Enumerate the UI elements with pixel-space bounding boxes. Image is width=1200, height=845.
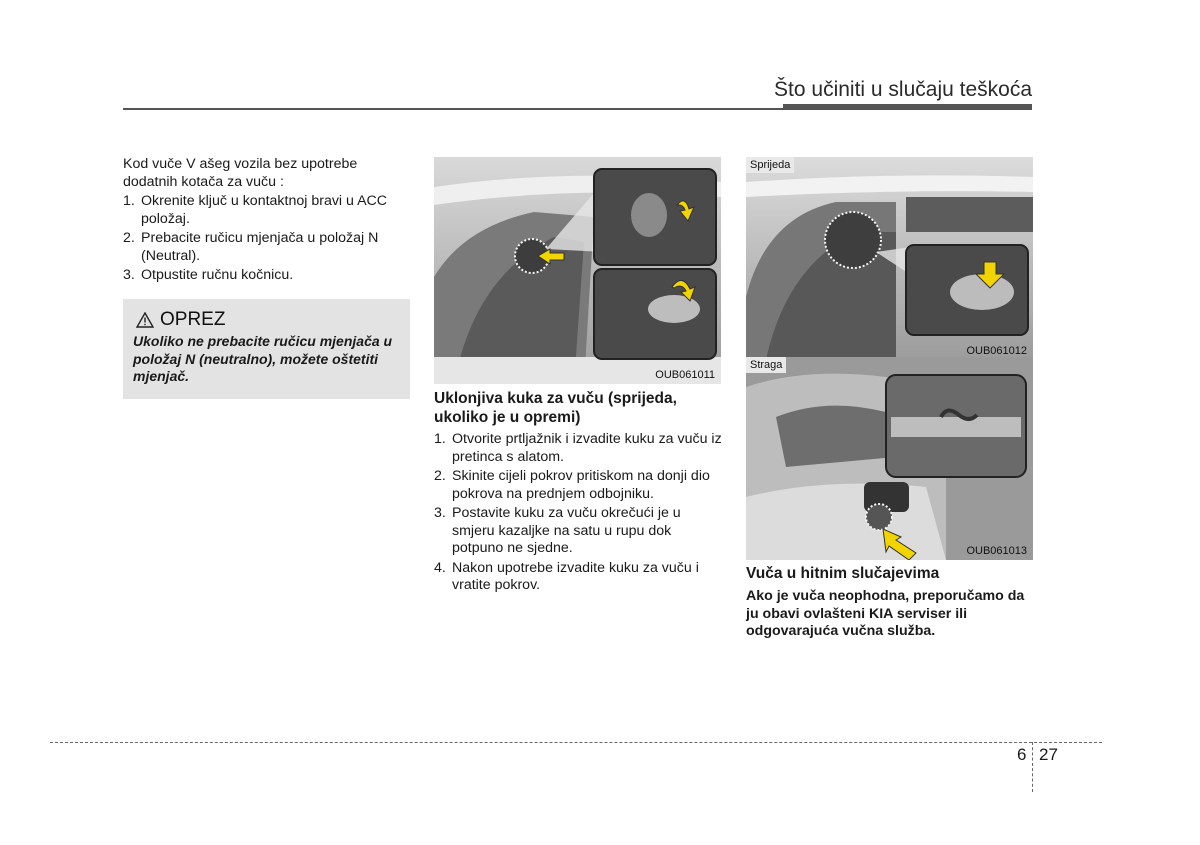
footer-divider xyxy=(1032,742,1033,792)
list-item: 4. Nakon upotrebe izvadite kuku za vuču i vratite pokrov. xyxy=(434,559,699,593)
image-code: OUB061012 xyxy=(966,345,1027,357)
emergency-towing-text: Ako je vuča neophodna, preporučamo da ju obavi ovlašteni KIA serviser ili odgovarajuća vučna služba. xyxy=(746,588,1025,639)
tow-hook-heading: Uklonjiva kuka za vuču (sprijeda, ukoliko je u opremi) xyxy=(434,390,677,426)
image-code: OUB061011 xyxy=(655,369,715,381)
page-number: 27 xyxy=(1039,745,1058,764)
list-item: 1. Otvorite prtljažnik i izvadite kuku za vuču iz pretinca s alatom. xyxy=(434,431,722,465)
list-item: 2. Skinite cijeli pokrov pritiskom na donji dio pokrova na prednjem odbojniku. xyxy=(434,468,710,502)
rear-hook-location-illustration xyxy=(746,357,1033,560)
front-hook-location-illustration xyxy=(746,157,1033,360)
list-item: 2. Prebacite ručicu mjenjača u položaj N (Neutral). xyxy=(123,230,379,264)
caution-box xyxy=(123,299,410,399)
front-tow-hook-illustration xyxy=(434,157,721,384)
warning-triangle-icon xyxy=(136,312,154,328)
caution-title: OPREZ xyxy=(160,309,226,330)
image-code: OUB061013 xyxy=(966,545,1027,557)
image-label-rear: Straga xyxy=(746,357,786,373)
towing-intro-text: Kod vuče V ašeg vozila bez upotrebe dodatnih kotača za vuču : xyxy=(123,156,358,190)
list-item: 1. Okrenite ključ u kontaktnoj bravi u ACC položaj. xyxy=(123,193,388,227)
list-item: 3. Postavite kuku za vuču okrečući je u smjeru kazaljke na satu u rupu dok potpuno ne sjedne. xyxy=(434,505,681,556)
emergency-towing-heading: Vuča u hitnim slučajevima xyxy=(746,565,940,582)
section-title: Što učiniti u slučaju teškoća xyxy=(774,78,1032,101)
image-label-front: Sprijeda xyxy=(746,157,794,173)
caution-header xyxy=(136,309,225,331)
list-item: 3. Otpustite ručnu kočnicu. xyxy=(123,267,294,283)
towing-steps-list xyxy=(123,193,413,285)
chapter-number: 6 xyxy=(1017,745,1027,764)
footer-rule xyxy=(50,742,1102,743)
towing-intro-block xyxy=(123,156,413,287)
caution-text: Ukoliko ne prebacite ručicu mjenjača u položaj N (neutralno), možete oštetiti mjenjač. xyxy=(133,333,393,384)
header-rule-accent xyxy=(783,104,1032,110)
tow-hook-steps-list xyxy=(434,431,726,597)
